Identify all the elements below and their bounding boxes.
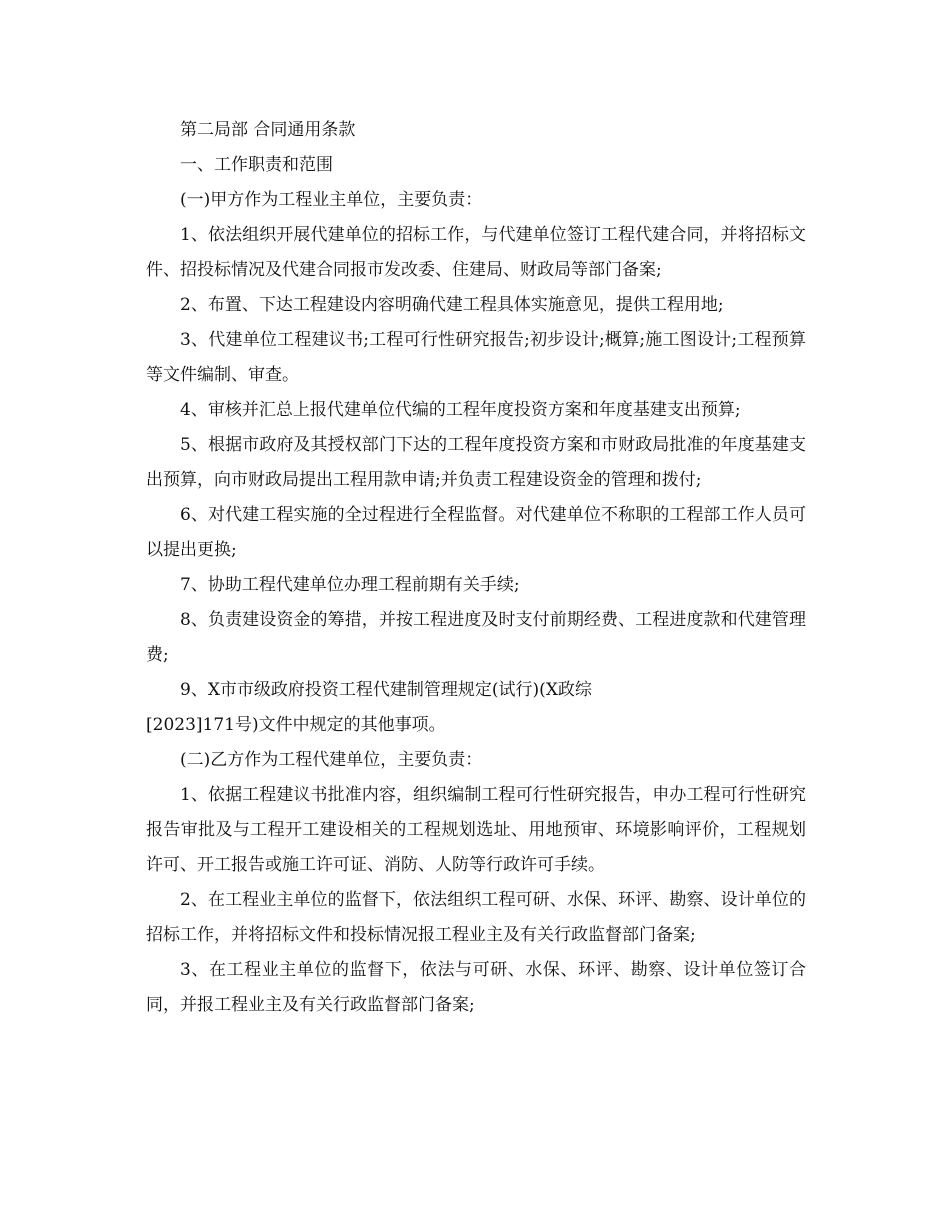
section-title: 第二局部 合同通用条款 <box>180 120 356 140</box>
party-a-item-2: 2、布置、下达工程建设内容明确代建工程具体实施意见，提供工程用地; <box>180 295 724 315</box>
party-a-item-5: 5、根据市政府及其授权部门下达的工程年度投资方案和市财政局批准的年度基建支出预算，向市财政局提出工程用款申请;并负责工程建设资金的管理和拨付; <box>146 435 806 490</box>
party-b-item-2: 2、在工程业主单位的监督下，依法组织工程可研、水保、环评、勘察、设计单位的招标工作，并将招标文件和投标情况报工程业主及有关行政监督部门备案; <box>146 890 806 945</box>
document-body <box>146 113 806 1023</box>
party-a-item-8: 8、负责建设资金的筹措，并按工程进度及时支付前期经费、工程进度款和代建管理费; <box>146 610 806 665</box>
party-a-item-9: 9、X市市级政府投资工程代建制管理规定(试行)(X政综 <box>180 680 592 700</box>
party-b-item-1: 1、依据工程建议书批准内容，组织编制工程可行性研究报告，申办工程可行性研究报告审批及与工程开工建设相关的工程规划选址、用地预审、环境影响评价，工程规划许可、开工报告或施工许可证、消防、人防等行政许可手续。 <box>146 785 806 875</box>
party-a-item-3: 3、代建单位工程建议书;工程可行性研究报告;初步设计;概算;施工图设计;工程预算等文件编制、审查。 <box>146 330 806 385</box>
party-a-item-7: 7、协助工程代建单位办理工程前期有关手续; <box>180 575 520 595</box>
party-a-item-4: 4、审核并汇总上报代建单位代编的工程年度投资方案和年度基建支出预算; <box>180 400 741 420</box>
subheading-party-a: (一)甲方作为工程业主单位，主要负责： <box>180 190 483 210</box>
party-b-item-3: 3、在工程业主单位的监督下，依法与可研、水保、环评、勘察、设计单位签订合同，并报工程业主及有关行政监督部门备案; <box>146 960 806 1015</box>
party-a-item-6: 6、对代建工程实施的全过程进行全程监督。对代建单位不称职的工程部工作人员可以提出更换; <box>146 505 806 560</box>
party-a-item-9-continued: [2023]171号)文件中规定的其他事项。 <box>146 715 446 735</box>
heading-duties-scope: 一、工作职责和范围 <box>180 155 333 175</box>
subheading-party-b: (二)乙方作为工程代建单位，主要负责： <box>180 750 483 770</box>
party-a-item-1: 1、依法组织开展代建单位的招标工作，与代建单位签订工程代建合同，并将招标文件、招投标情况及代建合同报市发改委、住建局、财政局等部门备案; <box>146 225 806 280</box>
